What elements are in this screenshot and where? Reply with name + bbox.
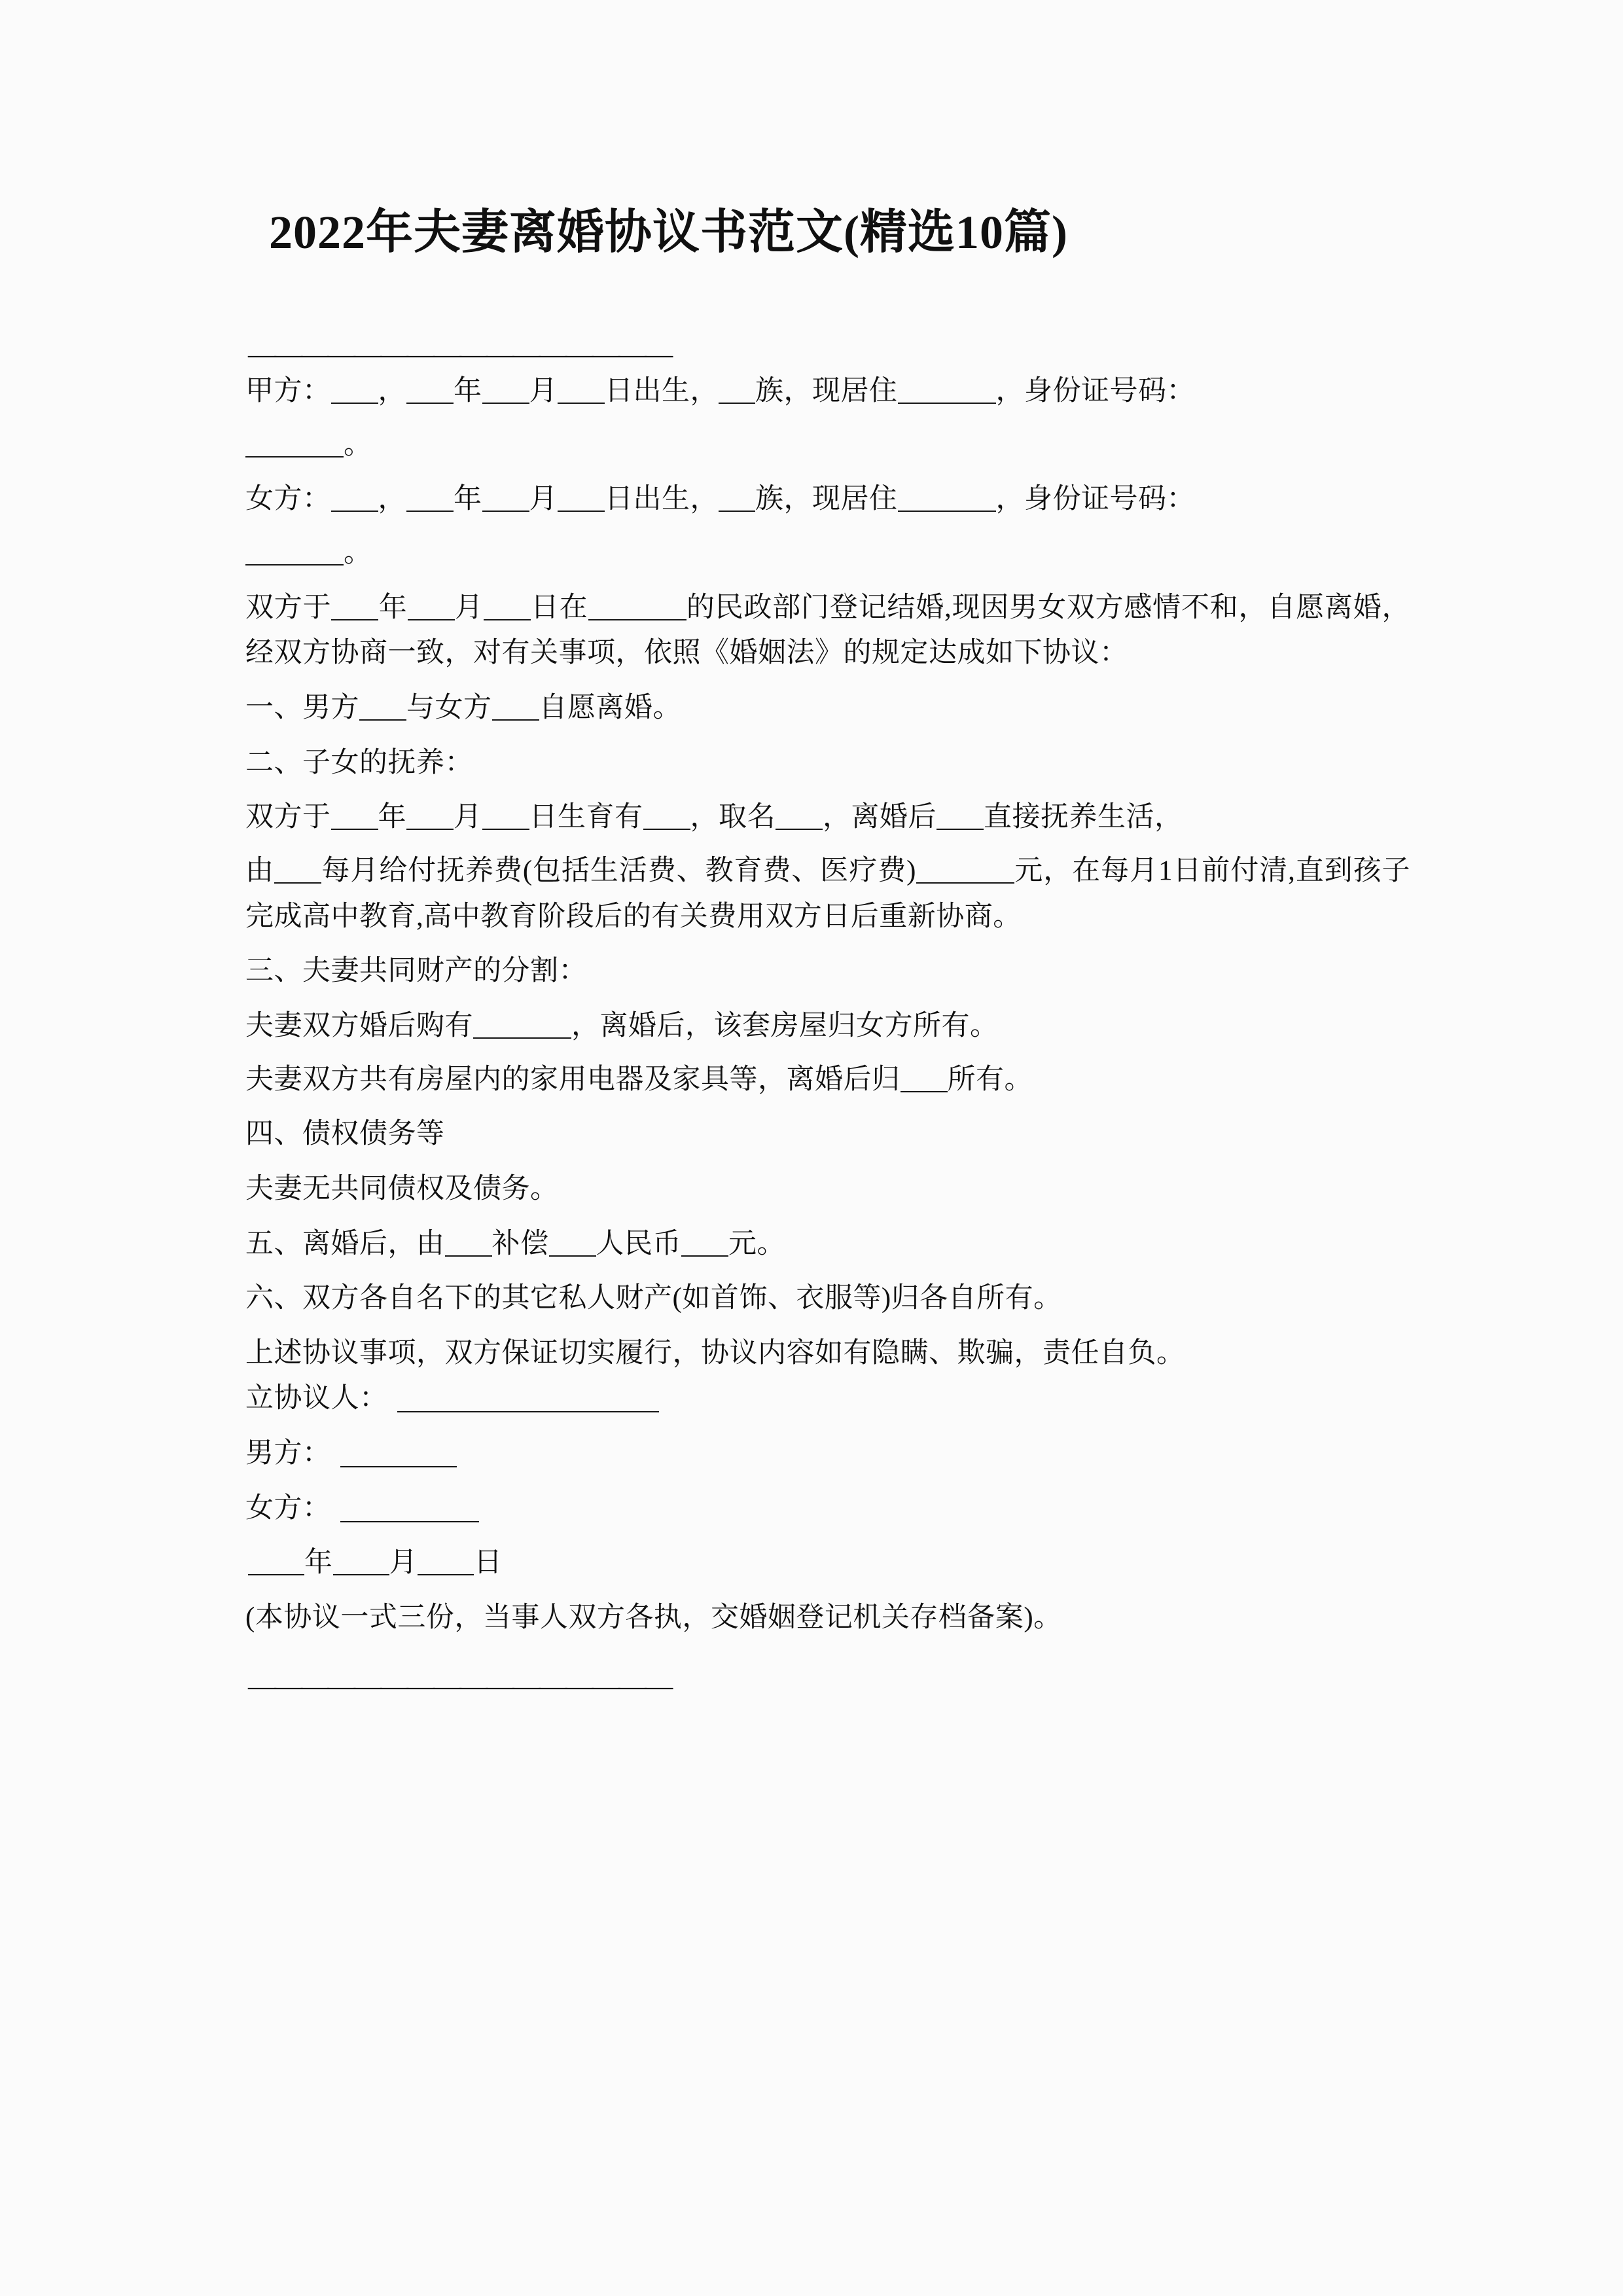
signature-year-label: 年 <box>304 1547 333 1579</box>
signature-year-blank[interactable] <box>248 1554 304 1575</box>
party-b-comma: ， <box>378 484 406 515</box>
appliance-owner-blank[interactable] <box>901 1071 948 1092</box>
document-content <box>245 0 1410 1700</box>
compensation-amount-blank[interactable] <box>681 1236 728 1257</box>
party-a-ethnicity-blank[interactable] <box>719 383 755 404</box>
footnote-paragraph: (本协议一式三份，当事人双方各执，交婚姻登记机关存档备案)。 <box>245 1602 1062 1634</box>
party-a-residence-label: 族，现居住 <box>755 376 898 406</box>
house-lead: 夫妻双方婚后购有 <box>245 1010 473 1041</box>
party-a-id-label: ，身份证号码： <box>995 376 1195 406</box>
party-a-residence-blank[interactable] <box>898 383 996 404</box>
party-a-paragraph <box>245 368 1410 414</box>
party-b-ethnicity-blank[interactable] <box>719 491 755 512</box>
marriage-day-label: 日在 <box>530 592 588 623</box>
party-a-month-label: 月 <box>529 376 558 406</box>
male-signature-label: 男方： <box>245 1438 331 1469</box>
support-unit-tail: 元，在每月1日前付清,直到孩子完成高中教育,高中教育阶段后的有关费用双方日后重新协商。 <box>245 855 1411 932</box>
article-1-female-blank[interactable] <box>492 700 539 721</box>
marriage-month-blank[interactable] <box>408 600 455 620</box>
compensation-currency: 人民币 <box>596 1228 681 1259</box>
house-tail: ，离婚后，该套房屋归女方所有。 <box>571 1010 999 1041</box>
party-a-period: 。 <box>344 429 372 460</box>
article-2-after-name: ，离婚后 <box>823 802 936 833</box>
party-a-id-paragraph <box>245 422 1410 468</box>
article-4-body: 夫妻无共同债权及债务。 <box>245 1173 559 1204</box>
article-5-paragraph <box>245 1221 1410 1267</box>
custody-party-blank[interactable] <box>936 809 984 830</box>
party-b-id-label: ，身份证号码： <box>995 484 1195 515</box>
male-signature-line <box>245 1431 1410 1477</box>
female-signature-label: 女方： <box>245 1492 331 1524</box>
support-payer-blank[interactable] <box>274 863 321 884</box>
party-a-birth-year-blank[interactable] <box>406 383 454 404</box>
party-b-paragraph <box>245 476 1410 522</box>
female-signature-blank[interactable] <box>340 1501 479 1522</box>
party-a-birth-day-blank[interactable] <box>558 383 605 404</box>
article-1-paragraph <box>245 685 1410 731</box>
child-birth-year-blank[interactable] <box>331 809 378 830</box>
article-2-day-label: 日生育有 <box>529 802 643 833</box>
party-b-birth-month-blank[interactable] <box>482 491 529 512</box>
article-4-heading: 四、债权债务等 <box>245 1119 445 1150</box>
child-name-blank[interactable] <box>776 809 823 830</box>
article-3-appliance-paragraph <box>245 1057 1410 1103</box>
male-signature-blank[interactable] <box>340 1446 457 1467</box>
marriage-registration-paragraph <box>245 585 1410 676</box>
party-b-birth-day-blank[interactable] <box>558 491 605 512</box>
party-a-id-blank[interactable] <box>245 437 344 457</box>
compensation-payer-blank[interactable] <box>445 1236 492 1257</box>
party-b-residence-label: 族，现居住 <box>755 484 898 515</box>
party-a-day-label: 日出生， <box>605 376 719 406</box>
page-title: 2022年夫妻离婚协议书范文(精选10篇) <box>269 206 1068 259</box>
party-a-comma: ， <box>378 376 406 406</box>
article-2-month-label: 月 <box>454 802 482 833</box>
party-b-id-blank[interactable] <box>245 545 344 565</box>
article-1-mid: 与女方 <box>406 692 492 723</box>
signature-day-label: 日 <box>474 1547 503 1579</box>
party-a-label: 甲方： <box>245 376 331 406</box>
marriage-month-label: 月 <box>454 592 484 623</box>
article-3-heading: 三、夫妻共同财产的分割： <box>245 956 587 987</box>
support-amount-blank[interactable] <box>916 863 1014 884</box>
article-1-male-blank[interactable] <box>359 700 406 721</box>
article-2-after-child: ，取名 <box>690 802 776 833</box>
party-b-name-blank[interactable] <box>331 491 378 512</box>
party-b-birth-year-blank[interactable] <box>406 491 454 512</box>
closing-paragraph: 上述协议事项，双方保证切实履行，协议内容如有隐瞒、欺骗，责任自负。 <box>245 1337 1185 1369</box>
article-2-body-paragraph <box>245 795 1410 840</box>
marriage-day-blank[interactable] <box>484 600 531 620</box>
article-2-tail: 直接抚养生活， <box>984 802 1183 833</box>
article-2-year-label: 年 <box>378 802 406 833</box>
article-6-paragraph: 六、双方各自名下的其它私人财产(如首饰、衣服等)归各自所有。 <box>245 1283 1062 1314</box>
signature-date-line <box>245 1540 1410 1586</box>
party-a-name-blank[interactable] <box>331 383 378 404</box>
party-b-month-label: 月 <box>529 484 558 515</box>
party-b-id-paragraph <box>245 530 1410 576</box>
female-signature-line <box>245 1486 1410 1532</box>
compensation-tail: 元。 <box>728 1228 785 1259</box>
marriage-year-label: 年 <box>378 592 408 623</box>
party-b-label: 女方： <box>245 484 331 515</box>
support-lead: 由 <box>245 855 274 886</box>
separator-rule-bottom: ———————————————— <box>248 1672 671 1700</box>
article-1-tail: 自愿离婚。 <box>539 692 681 723</box>
marriage-tail: 的民政部门登记结婚,现因男女双方感情不和，自愿离婚，经双方协商一致，对有关事项，依照《婚姻法》的规定达成如下协议： <box>245 592 1411 669</box>
appliance-lead: 夫妻双方共有房屋内的家用电器及家具等，离婚后归 <box>245 1064 901 1095</box>
appliance-tail: 所有。 <box>947 1064 1033 1095</box>
article-3-house-paragraph <box>245 1003 1410 1049</box>
separator-rule-top: ———————————————— <box>248 340 671 368</box>
marriage-place-blank[interactable] <box>588 600 687 620</box>
party-b-period: 。 <box>344 537 372 568</box>
party-b-day-label: 日出生， <box>605 484 719 515</box>
signature-month-label: 月 <box>389 1547 418 1579</box>
article-1-lead: 一、男方 <box>245 692 359 723</box>
signature-month-blank[interactable] <box>333 1554 389 1575</box>
party-b-residence-blank[interactable] <box>898 491 996 512</box>
house-address-blank[interactable] <box>473 1018 571 1039</box>
party-b-year-label: 年 <box>454 484 482 515</box>
child-gender-blank[interactable] <box>643 809 690 830</box>
article-2-support-paragraph <box>245 848 1410 939</box>
marriage-lead: 双方于 <box>245 592 332 623</box>
agreement-maker-blank[interactable] <box>397 1391 659 1412</box>
compensation-mid: 补偿 <box>491 1228 549 1259</box>
agreement-maker-label: 立协议人： <box>245 1383 388 1414</box>
support-mid: 每月给付抚养费(包括生活费、教育费、医疗费) <box>321 855 916 886</box>
signature-day-blank[interactable] <box>418 1554 474 1575</box>
party-a-birth-month-blank[interactable] <box>482 383 529 404</box>
party-a-year-label: 年 <box>454 376 482 406</box>
agreement-maker-line <box>245 1376 1410 1422</box>
article-2-lead: 双方于 <box>245 802 331 833</box>
compensation-lead: 五、离婚后，由 <box>245 1228 445 1259</box>
child-birth-month-blank[interactable] <box>406 809 454 830</box>
marriage-year-blank[interactable] <box>331 600 378 620</box>
compensation-payee-blank[interactable] <box>549 1236 596 1257</box>
article-2-heading: 二、子女的抚养： <box>245 747 473 778</box>
child-birth-day-blank[interactable] <box>482 809 529 830</box>
